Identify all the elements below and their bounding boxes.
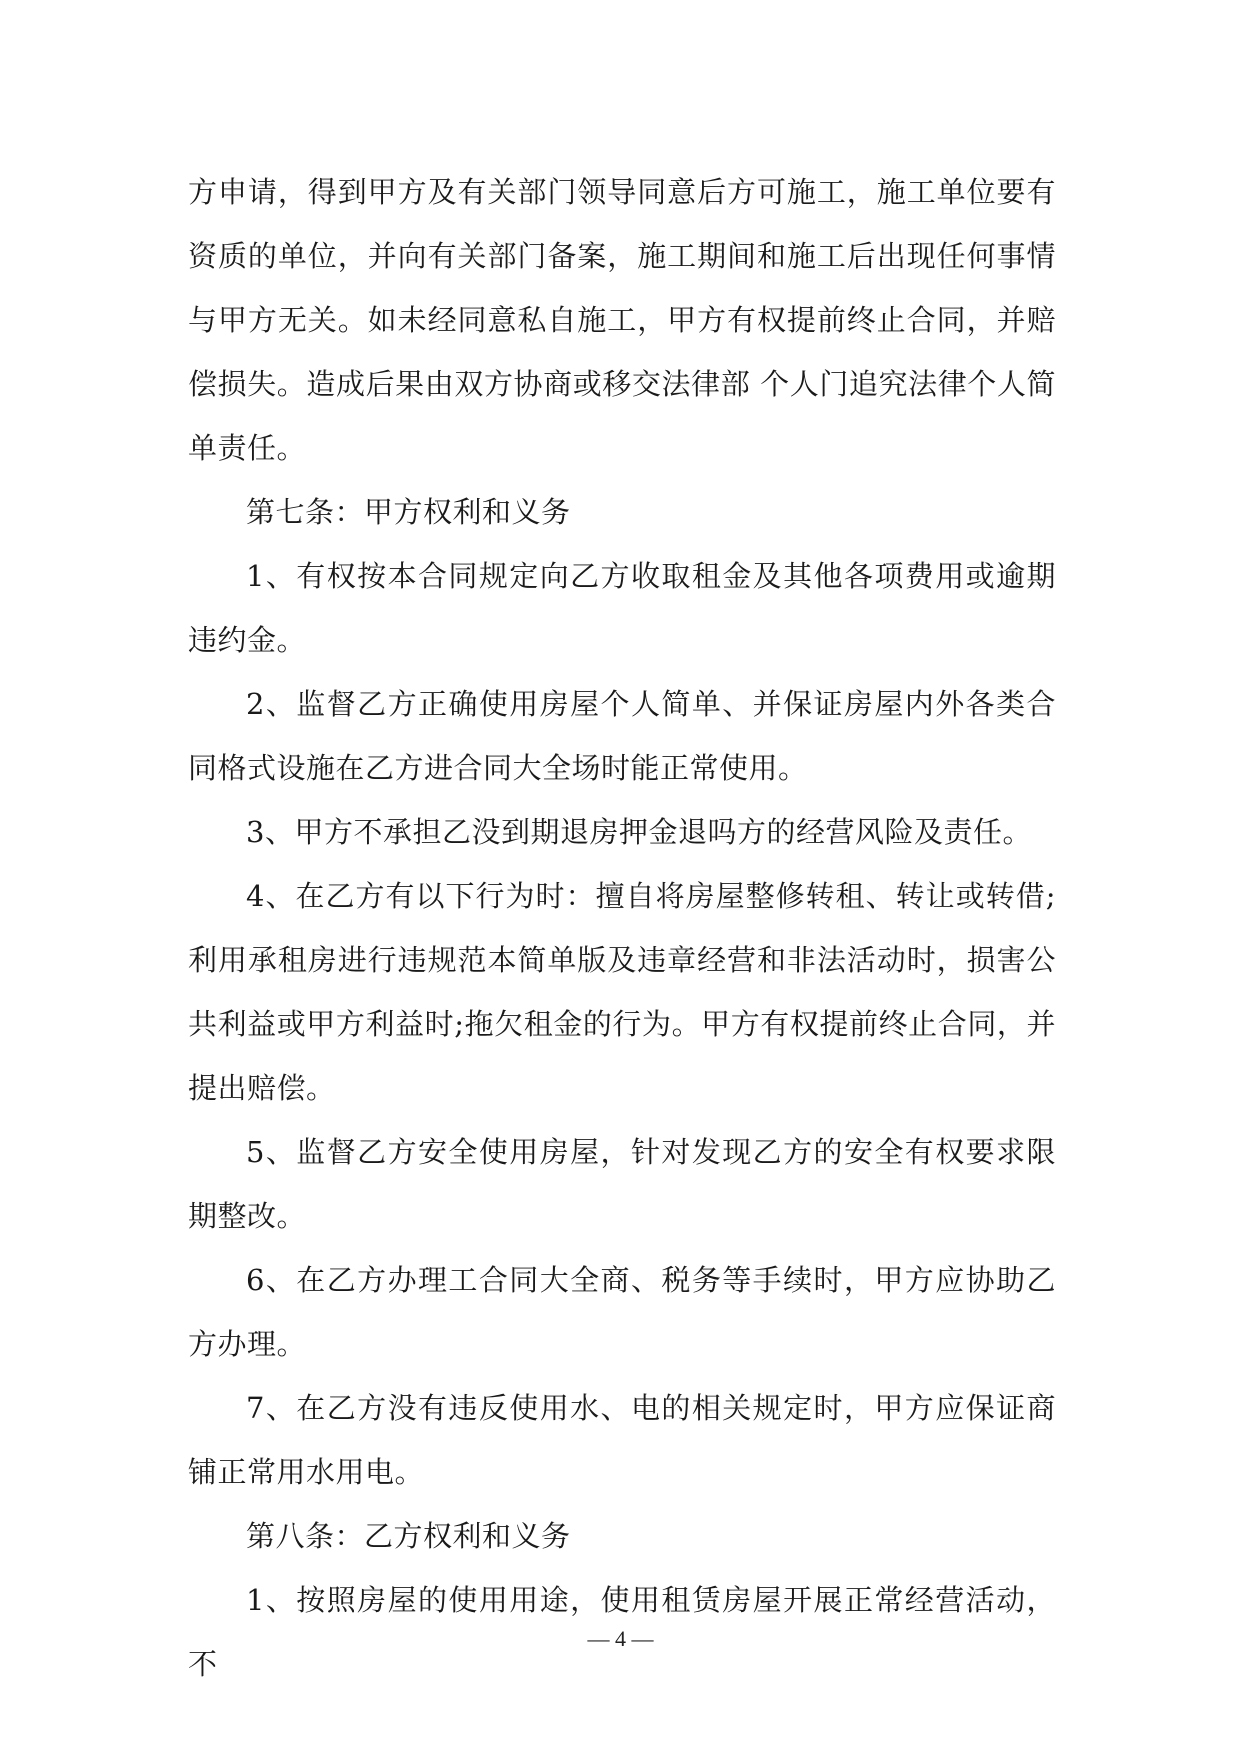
article-7-item-4: 4、在乙方有以下行为时：擅自将房屋整修转租、转让或转借;利用承租房进行违规范本简单版及违章经营和非法活动时，损害公共利益或甲方利益时;拖欠租金的行为。甲方有权提前终止合同，并提出赔偿。 [188,879,1056,1105]
paragraph-continuation: 方申请，得到甲方及有关部门领导同意后方可施工，施工单位要有资质的单位，并向有关部门备案，施工期间和施工后出现任何事情与甲方无关。如未经同意私自施工，甲方有权提前终止合同，并赔偿损失。造成后果由双方协商或移交法律部 个人门追究法律个人简单责任。 [188,175,1056,465]
article-7-item-5: 5、监督乙方安全使用房屋，针对发现乙方的安全有权要求限期整改。 [188,1135,1056,1233]
article-7-item-3: 3、甲方不承担乙没到期退房押金退吗方的经营风险及责任。 [246,815,1032,849]
article-8-heading: 第八条：乙方权利和义务 [246,1519,571,1553]
article-7-heading: 第七条：甲方权利和义务 [246,495,571,529]
article-7-item-1: 1、有权按本合同规定向乙方收取租金及其他各项费用或逾期违约金。 [188,559,1056,657]
article-8-item-1: 1、按照房屋的使用用途，使用租赁房屋开展正常经营活动，不 [188,1583,1056,1681]
document-body [188,160,1056,1696]
page-number: — 4 — [587,1626,654,1651]
article-7-item-7: 7、在乙方没有违反使用水、电的相关规定时，甲方应保证商铺正常用水用电。 [188,1391,1056,1489]
article-7-item-6: 6、在乙方办理工合同大全商、税务等手续时，甲方应协助乙方办理。 [188,1263,1056,1361]
article-7-item-2: 2、监督乙方正确使用房屋个人简单、并保证房屋内外各类合同格式设施在乙方进合同大全场时能正常使用。 [188,687,1056,785]
